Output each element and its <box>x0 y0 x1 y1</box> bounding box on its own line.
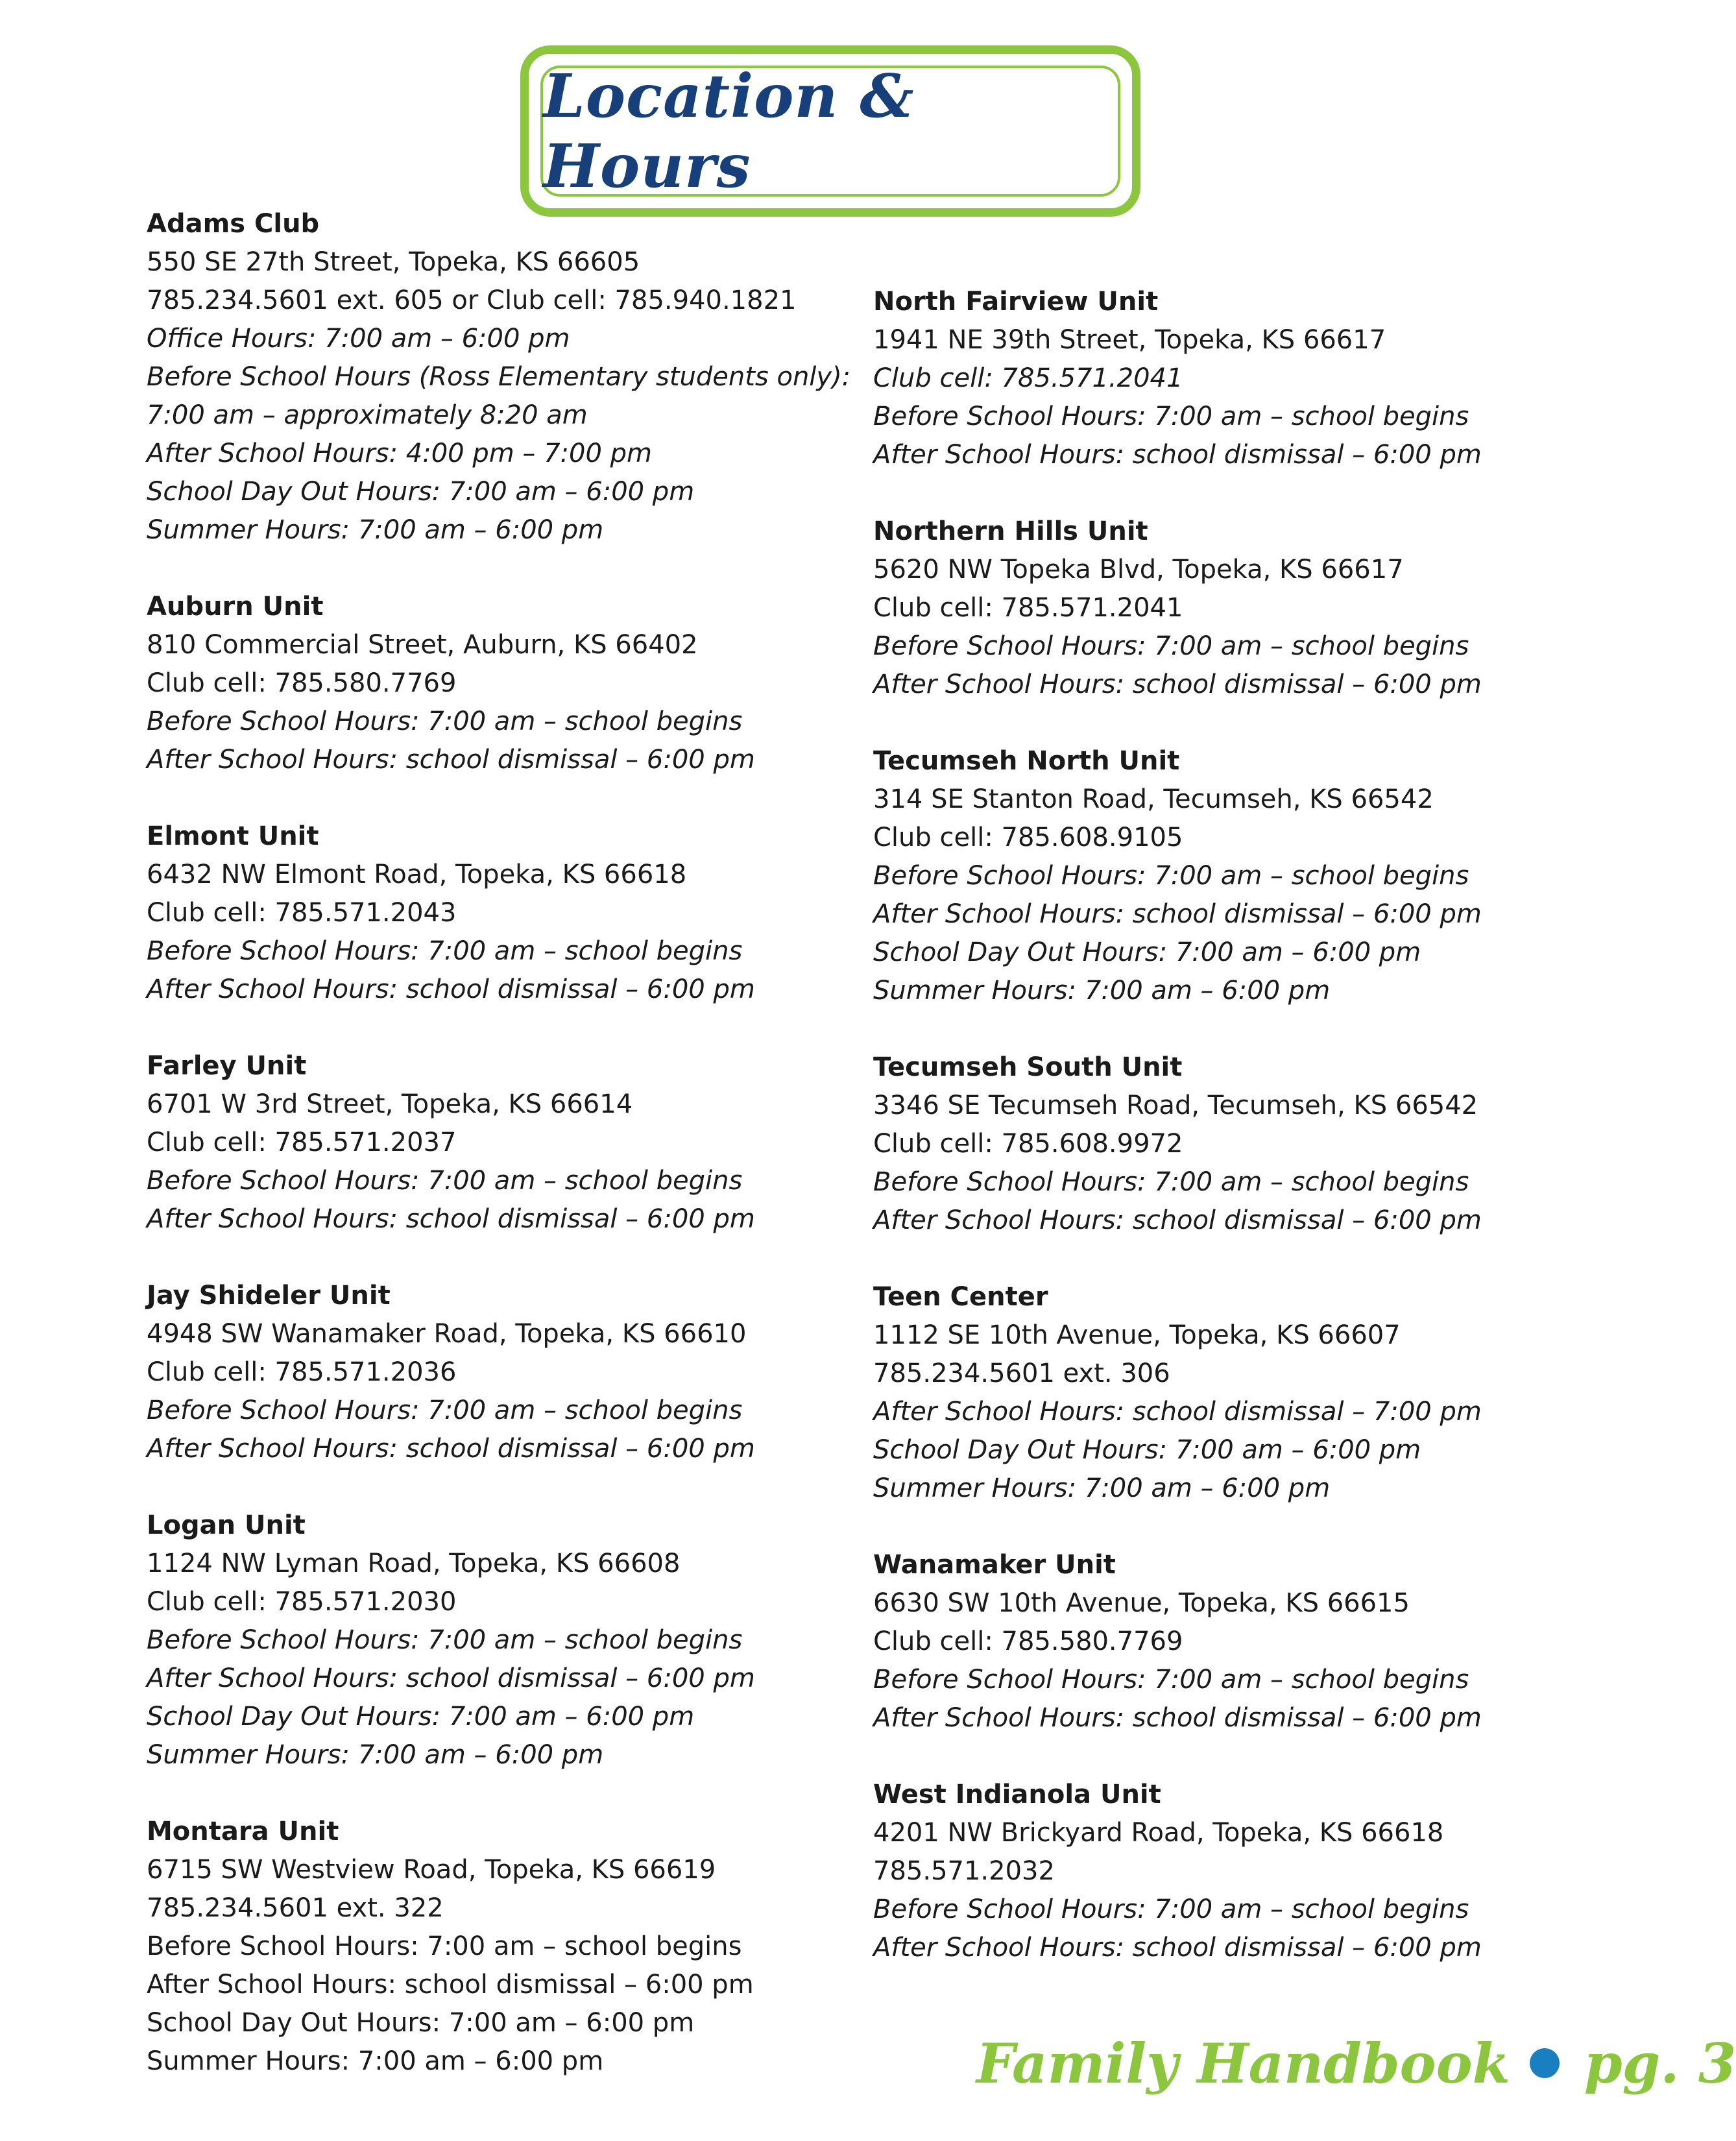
location-name: Montara Unit <box>147 1817 339 1846</box>
footer-bullet-dot <box>1530 2048 1560 2078</box>
location-block <box>873 283 1619 474</box>
location-block <box>873 742 1619 1010</box>
location-address: 550 SE 27th Street, Topeka, KS 66605 <box>147 247 640 277</box>
location-block <box>873 1776 1619 1967</box>
location-detail-line: Club cell: 785.580.7769 <box>873 1627 1183 1656</box>
location-block <box>873 1048 1619 1240</box>
right-location-column <box>873 283 1619 2005</box>
location-detail-line: Office Hours: 7:00 am – 6:00 pm <box>147 324 570 354</box>
location-detail-line: Before School Hours: 7:00 am – school begins <box>873 402 1469 431</box>
location-detail-line: Before School Hours: 7:00 am – school begins <box>873 1167 1469 1197</box>
location-address: 6715 SW Westview Road, Topeka, KS 66619 <box>147 1855 716 1885</box>
location-detail-line: 7:00 am – approximately 8:20 am <box>147 400 588 430</box>
location-detail-line: Summer Hours: 7:00 am – 6:00 pm <box>147 2046 604 2076</box>
location-name: Auburn Unit <box>147 592 324 622</box>
location-name: Logan Unit <box>147 1510 306 1540</box>
location-detail-line: Summer Hours: 7:00 am – 6:00 pm <box>873 976 1331 1006</box>
location-name: Tecumseh North Unit <box>873 746 1180 776</box>
location-detail-line: Club cell: 785.580.7769 <box>147 668 457 698</box>
location-detail-line: Before School Hours: 7:00 am – school begins <box>147 707 743 736</box>
location-detail-line: School Day Out Hours: 7:00 am – 6:00 pm <box>147 2008 695 2038</box>
location-block <box>147 1506 893 1774</box>
location-detail-line: School Day Out Hours: 7:00 am – 6:00 pm <box>873 937 1421 967</box>
location-block <box>873 1546 1619 1737</box>
location-detail-line: Club cell: 785.571.2041 <box>873 593 1183 623</box>
location-detail-line: Club cell: 785.608.9105 <box>873 823 1183 853</box>
location-detail-line: Summer Hours: 7:00 am – 6:00 pm <box>147 515 604 545</box>
location-name: Jay Shideler Unit <box>147 1281 391 1311</box>
location-address: 4948 SW Wanamaker Road, Topeka, KS 66610 <box>147 1319 747 1349</box>
location-name: North Fairview Unit <box>873 287 1159 317</box>
location-detail-line: Before School Hours: 7:00 am – school begins <box>147 1396 743 1425</box>
location-detail-line: After School Hours: school dismissal – 6:00 pm <box>147 1434 755 1464</box>
location-detail-line: After School Hours: school dismissal – 6:00 pm <box>873 1205 1482 1235</box>
location-address: 1112 SE 10th Avenue, Topeka, KS 66607 <box>873 1320 1401 1350</box>
location-block <box>147 1813 893 2081</box>
location-detail-line: After School Hours: school dismissal – 6:00 pm <box>147 1970 754 2000</box>
location-detail-line: After School Hours: school dismissal – 6:00 pm <box>873 899 1482 929</box>
location-detail-line: 785.571.2032 <box>873 1856 1055 1886</box>
location-detail-line: Summer Hours: 7:00 am – 6:00 pm <box>147 1740 604 1770</box>
location-detail-line: Before School Hours: 7:00 am – school begins <box>147 1625 743 1655</box>
location-detail-line: Before School Hours: 7:00 am – school begins <box>873 1665 1469 1695</box>
location-detail-line: School Day Out Hours: 7:00 am – 6:00 pm <box>873 1435 1421 1465</box>
location-name: Farley Unit <box>147 1051 307 1081</box>
location-detail-line: Before School Hours: 7:00 am – school begins <box>147 1931 742 1961</box>
location-name: Elmont Unit <box>147 821 319 851</box>
location-name: Wanamaker Unit <box>873 1550 1116 1580</box>
location-address: 3346 SE Tecumseh Road, Tecumseh, KS 66542 <box>873 1091 1478 1120</box>
location-detail-line: 785.234.5601 ext. 605 or Club cell: 785.940.1821 <box>147 285 797 315</box>
location-address: 1941 NE 39th Street, Topeka, KS 66617 <box>873 325 1386 355</box>
location-detail-line: Before School Hours: 7:00 am – school begins <box>873 631 1469 661</box>
location-detail-line: After School Hours: school dismissal – 6:00 pm <box>147 1663 755 1693</box>
title-frame <box>520 45 1140 217</box>
location-detail-line: Summer Hours: 7:00 am – 6:00 pm <box>873 1473 1331 1503</box>
location-detail-line: After School Hours: school dismissal – 6:00 pm <box>147 974 755 1004</box>
location-detail-line: Club cell: 785.571.2037 <box>147 1128 457 1157</box>
location-detail-line: Club cell: 785.571.2043 <box>147 898 457 928</box>
location-address: 5620 NW Topeka Blvd, Topeka, KS 66617 <box>873 555 1404 585</box>
location-detail-line: Before School Hours (Ross Elementary students only): <box>147 362 851 392</box>
location-block <box>147 1047 893 1239</box>
location-detail-line: 785.234.5601 ext. 322 <box>147 1893 444 1923</box>
location-detail-line: After School Hours: school dismissal – 6:00 pm <box>873 670 1482 699</box>
location-address: 4201 NW Brickyard Road, Topeka, KS 66618 <box>873 1818 1444 1848</box>
location-detail-line: Club cell: 785.608.9972 <box>873 1129 1183 1159</box>
location-name: Adams Club <box>147 209 320 239</box>
location-detail-line: After School Hours: school dismissal – 6:00 pm <box>873 1933 1482 1963</box>
location-detail-line: After School Hours: school dismissal – 7:00 pm <box>873 1397 1482 1427</box>
location-block <box>147 817 893 1009</box>
location-detail-line: Club cell: 785.571.2041 <box>873 363 1183 393</box>
footer-handbook-label: Family Handbook <box>976 2031 1510 2096</box>
location-block <box>147 588 893 779</box>
location-detail-line: School Day Out Hours: 7:00 am – 6:00 pm <box>147 1702 695 1732</box>
location-detail-line: Before School Hours: 7:00 am – school begins <box>873 1894 1469 1924</box>
location-address: 6630 SW 10th Avenue, Topeka, KS 66615 <box>873 1588 1410 1618</box>
location-detail-line: Before School Hours: 7:00 am – school begins <box>147 1166 743 1196</box>
page-title: Location & Hours <box>543 61 915 201</box>
location-detail-line: Before School Hours: 7:00 am – school begins <box>147 936 743 966</box>
location-detail-line: After School Hours: school dismissal – 6:00 pm <box>147 1204 755 1234</box>
location-address: 314 SE Stanton Road, Tecumseh, KS 66542 <box>873 784 1434 814</box>
location-detail-line: After School Hours: school dismissal – 6:00 pm <box>873 440 1482 470</box>
location-name: Teen Center <box>873 1282 1048 1312</box>
footer-page-number: pg. 3 <box>1584 2031 1736 2096</box>
page-footer <box>976 2018 1736 2109</box>
location-block <box>873 513 1619 704</box>
location-block <box>147 205 893 550</box>
location-name: West Indianola Unit <box>873 1780 1161 1809</box>
location-detail-line: 785.234.5601 ext. 306 <box>873 1359 1170 1388</box>
title-inner-frame <box>540 61 1120 201</box>
location-address: 6701 W 3rd Street, Topeka, KS 66614 <box>147 1089 633 1119</box>
location-address: 1124 NW Lyman Road, Topeka, KS 66608 <box>147 1549 681 1579</box>
location-name: Northern Hills Unit <box>873 516 1148 546</box>
location-address: 6432 NW Elmont Road, Topeka, KS 66618 <box>147 860 687 889</box>
location-name: Tecumseh South Unit <box>873 1052 1183 1082</box>
location-detail-line: Club cell: 785.571.2030 <box>147 1587 457 1617</box>
location-address: 810 Commercial Street, Auburn, KS 66402 <box>147 630 698 660</box>
location-block <box>147 1277 893 1468</box>
location-detail-line: After School Hours: school dismissal – 6:00 pm <box>147 745 755 775</box>
location-detail-line: Before School Hours: 7:00 am – school begins <box>873 861 1469 891</box>
location-detail-line: After School Hours: school dismissal – 6:00 pm <box>873 1703 1482 1733</box>
location-block <box>873 1278 1619 1508</box>
location-detail-line: Club cell: 785.571.2036 <box>147 1357 457 1387</box>
location-detail-line: After School Hours: 4:00 pm – 7:00 pm <box>147 439 653 468</box>
left-location-column <box>147 205 893 2119</box>
location-detail-line: School Day Out Hours: 7:00 am – 6:00 pm <box>147 477 695 507</box>
